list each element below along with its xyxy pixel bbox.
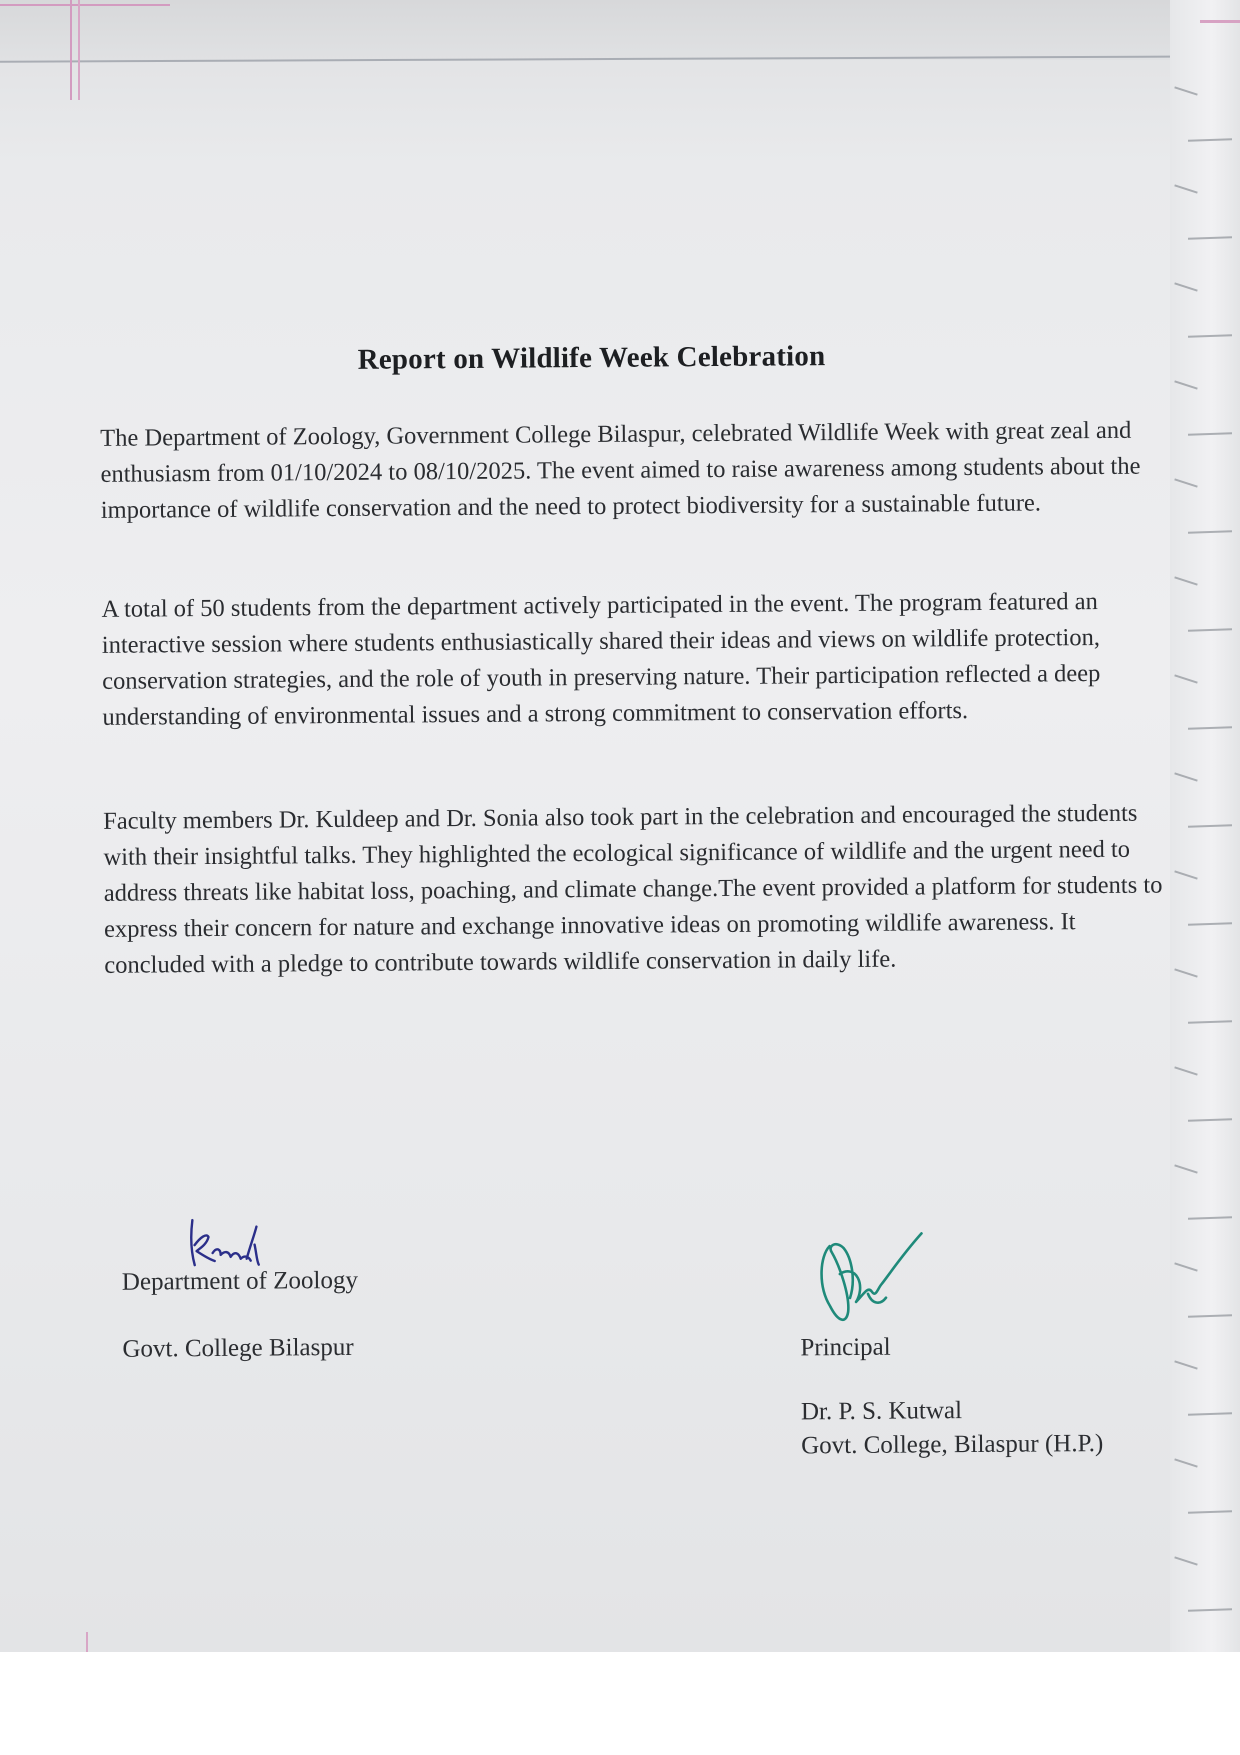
department-name: Department of Zoology (121, 1266, 359, 1296)
page-edge-mark (1188, 922, 1232, 926)
right-margin-rule (1200, 20, 1240, 23)
page-edge-mark (1188, 236, 1232, 240)
department-college: Govt. College Bilaspur (122, 1333, 354, 1363)
page-edge-mark (1188, 1412, 1232, 1416)
page-edge-mark (1188, 824, 1232, 828)
page-edge-mark (1188, 628, 1232, 632)
principal-name: Dr. P. S. Kutwal (800, 1397, 963, 1426)
paragraph-introduction: The Department of Zoology, Government College Bilaspur, celebrated Wildlife Week with great zeal and enthusiasm from 01/10/2024 to 08/10/2025. The event aimed to raise awareness among students about the importance of wildlife conservation and the need to protect biodiversity for a sustainable future. (100, 416, 1141, 524)
paragraph-participation: A total of 50 students from the department actively participated in the event. The program featured an interactive session where students enthusiastically shared their ideas and views on wildlife protection, conservation strategies, and the role of youth in preserving nature. Their participation reflected a deep understanding of environmental issues and a strong commitment to conservation efforts. (101, 588, 1101, 731)
page-edge-mark (1188, 1608, 1232, 1612)
page-edge-mark (1188, 432, 1232, 436)
page-edge-mark (1188, 530, 1232, 534)
page-edge-mark (1188, 726, 1232, 730)
page-edge-mark (1174, 86, 1197, 95)
page-edge-mark (1188, 1216, 1232, 1220)
page-edge-mark (1188, 334, 1232, 338)
page-edge-mark (1188, 1020, 1232, 1024)
page-edge-mark (1174, 282, 1197, 291)
report-title: Report on Wildlife Week Celebration (357, 340, 826, 376)
page-edge-mark (1188, 1314, 1232, 1318)
page-edge-mark (1188, 1510, 1232, 1514)
page-edge-mark (1188, 1118, 1232, 1122)
principal-signature-icon (809, 1225, 930, 1336)
principal-title: Principal (800, 1333, 891, 1362)
department-signature-icon (184, 1214, 284, 1275)
principal-college: Govt. College, Bilaspur (H.P.) (801, 1429, 1104, 1460)
page-edge-mark (1188, 138, 1232, 142)
paragraph-faculty: Faculty members Dr. Kuldeep and Dr. Sonia also took part in the celebration and encouraged the students with their insightful talks. They highlighted the ecological significance of wildlife and the urgent need to address threats like habitat loss, poaching, and climate change.The event provided a platform for students to express their concern for nature and exchange innovative ideas on promoting wildlife awareness. It concluded with a pledge to contribute towards wildlife conservation in daily life. (103, 799, 1163, 979)
page-edge-mark (1174, 184, 1197, 193)
